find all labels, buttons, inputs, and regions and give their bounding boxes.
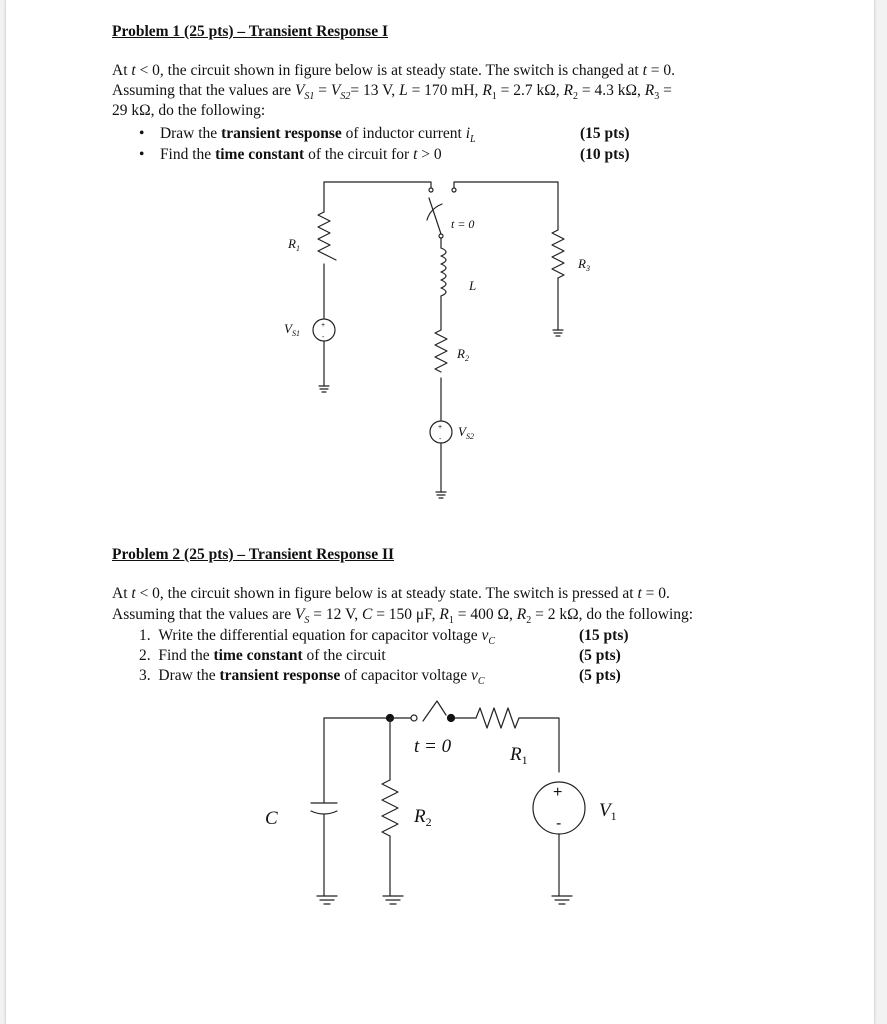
problem2-item-3: 3. Draw the transient response of capacitor voltage $v_C$ [139, 667, 485, 688]
problem2-item-1: 1. Write the differential equation for capacitor voltage $v_C$ [139, 627, 496, 648]
circuit1-label-L: L [469, 278, 477, 293]
inductor-L [441, 248, 446, 296]
circuit1-switch-contact-left [429, 188, 433, 192]
problem1-heading: Problem 1 (25 pts) – Transient Response I [112, 23, 388, 40]
problem2-item-2-points: (5 pts) [579, 647, 621, 664]
circuit1-wire-top-left [324, 182, 431, 188]
problem1-intro-line1: At t < 0, the circuit shown in figure below is at steady state. The switch is changed at t = 0. [112, 62, 676, 79]
VS2-plus-sign: + [438, 424, 443, 431]
circuit1-label-R3: $R_3$ [578, 256, 590, 273]
circuit2-switch-contact-left [411, 715, 417, 721]
circuit2 [311, 701, 585, 904]
resistor-R3 [552, 230, 564, 278]
circuit2-switch-lever [423, 701, 446, 721]
circuit1-switch-contact-right [452, 188, 456, 192]
ground-R2 [383, 896, 403, 904]
circuit-diagrams [6, 0, 874, 1024]
circuit2-label-R1: $R_1$ [510, 744, 528, 767]
ground-V1 [552, 896, 572, 904]
VS1-minus-sign: - [322, 334, 325, 341]
VS2-minus-sign: - [439, 436, 442, 443]
ground-C [317, 896, 337, 904]
resistor-R1 [318, 212, 336, 260]
capacitor-plate-bottom [311, 811, 337, 814]
problem2-intro-line1: At t < 0, the circuit shown in figure below is at steady state. The switch is pressed at t = 0. [112, 585, 670, 602]
document-page [6, 0, 874, 1024]
problem2-intro-line2: Assuming that the values are $V_S = 12$ V, C = 150 μF, $R_1 = 400$ Ω, $R_2 = 2$ kΩ, do the following: [112, 606, 694, 627]
ground-R3 [553, 330, 563, 336]
problem1-bullet-2-points: (10 pts) [580, 146, 630, 163]
resistor-R2 [435, 330, 447, 372]
problem1-intro-line3: 29 kΩ, do the following: [112, 102, 266, 119]
ground-VS1 [319, 386, 329, 392]
circuit2-label-R2: $R_2$ [414, 806, 432, 829]
V1-minus-sign: - [556, 815, 562, 832]
problem2-item-1-points: (15 pts) [579, 627, 629, 644]
circuit1-label-VS1: $V_{S1}$ [284, 321, 300, 338]
problem1-bullet-1: • Draw the transient response of inductor current $i_L$ [139, 125, 476, 146]
problem2-item-3-points: (5 pts) [579, 667, 621, 684]
circuit1 [313, 182, 564, 498]
circuit1-switch-label: t = 0 [451, 217, 475, 231]
problem1-bullet-2: • Find the time constant of the circuit for t > 0 [139, 146, 442, 163]
problem2-item-2: 2. Find the time constant of the circuit [139, 647, 386, 664]
VS1-plus-sign: + [321, 322, 326, 329]
circuit1-switch-arrow [427, 204, 442, 220]
circuit2-switch-label: t = 0 [414, 736, 452, 757]
resistor-R2-c2 [382, 780, 398, 836]
ground-VS2 [436, 492, 446, 498]
problem1-bullet-1-points: (15 pts) [580, 125, 630, 142]
circuit1-switch-lever [429, 198, 441, 234]
circuit1-label-VS2: $V_{S2}$ [458, 424, 474, 441]
resistor-R1-c2 [476, 708, 519, 728]
problem2-heading: Problem 2 (25 pts) – Transient Response II [112, 546, 395, 563]
circuit1-label-R1: $R_1$ [288, 236, 300, 253]
circuit2-switch-contact-right [448, 715, 455, 722]
V1-plus-sign: + [553, 784, 563, 801]
circuit1-label-R2: $R_2$ [457, 346, 469, 363]
problem1-intro-line2: Assuming that the values are $V_{S1} = V_{S2}= 13$ V, L = 170 mH, $R_1 = 2.7$ kΩ, $R_2 = 4.3$ kΩ, $R_3$ = [112, 82, 672, 103]
circuit2-label-V1: $V_1$ [599, 800, 617, 823]
circuit2-label-C: C [265, 808, 278, 829]
